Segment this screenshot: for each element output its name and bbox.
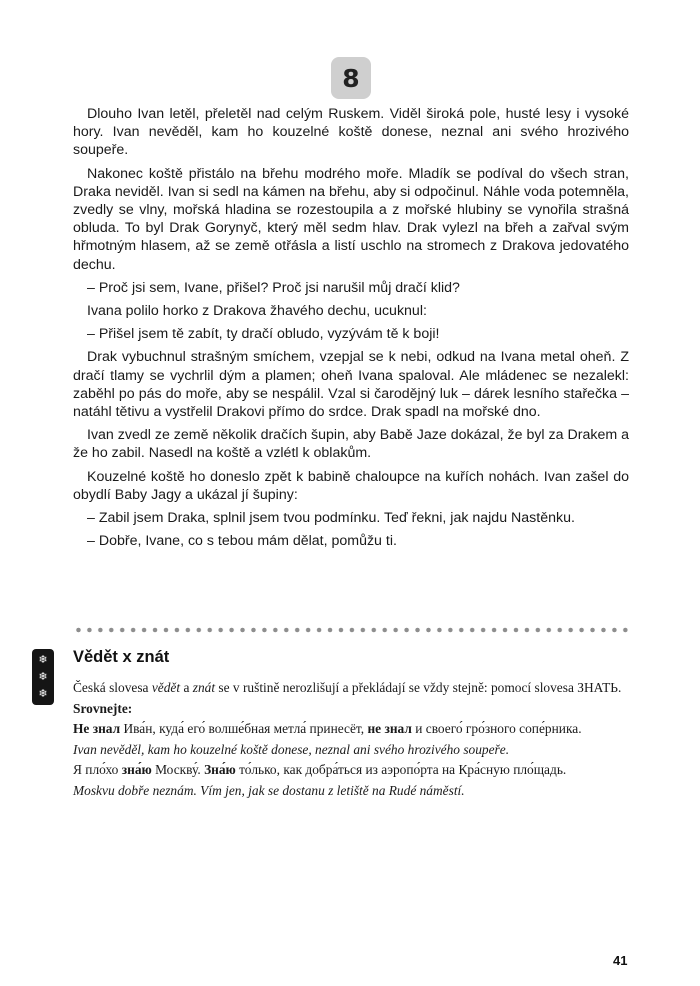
story-paragraph: – Proč jsi sem, Ivane, přišel? Proč jsi narušil můj dračí klid? [87,279,460,296]
story-paragraph: – Přišel jsem tě zabít, ty dračí obludo, vyzývám tě k boji! [87,326,440,343]
story-paragraph: Drak vybuchnul strašným smíchem, vzepjal se k nebi, odkud na Ivana metal oheň. Z dračí tlamy se vychrlil dým a plamen; oheň Ivana spaloval. Ale mládenec se nezalekl: zaběhl po pás do moře, aby se nespálil. Vzal si čarodějný luk – dárek lesního stařečka – natáhl tětivu a vystřelil Drakovi přímo do srdce. Drak spadl na mořské dno. [73,349,629,421]
compare-label: Srovnejte: [73,700,133,716]
story-paragraph: Ivana polilo horko z Drakova žhavého dechu, ucuknul: [87,303,427,320]
story-paragraph: – Zabil jsem Draka, splnil jsem tvou podmínku. Teď řekni, jak najdu Nastěnku. [87,510,575,527]
snowflake-icon: ❄ [38,670,48,683]
example-czech: Moskvu dobře neznám. Vím jen, jak se dostanu z letiště na Rudé náměstí. [73,782,465,798]
example-czech: Ivan nevěděl, kam ho kouzelné koště donese, neznal ani svého hrozivého soupeře. [73,741,510,757]
note-intro [73,678,629,699]
grammar-note [73,678,629,801]
story-paragraph: Ivan zvedl ze země několik dračích šupin, aby Babě Jaze dokázal, že byl za Drakem a že ho zabil. Nasedl na koště a vzlétl k oblakům. [73,427,629,462]
snowflake-icon: ❄ [38,688,48,701]
winter-side-tab [32,649,54,705]
story-text [73,105,629,555]
story-paragraph: Nakonec koště přistálo na břehu modrého moře. Mladík se podíval do všech stran, Draka neviděl. Ivan si sedl na kámen na břehu, aby si odpočinul. Náhle voda potemněla, zvedly se vlny, mořská hladina se rozestoupila a z mořské hlubiny se vynořila strašná obluda. To byl Drak Gorynyč, který měl sedm hlav. Drak vylezl na břeh a zařval svým hřmotným hlasem, až se země otřásla a listí uschlo na stromech z Drakova jedovatého dechu. [73,165,629,273]
dotted-divider [73,626,629,634]
intro-word: vědět [151,680,181,695]
intro-text: a [180,680,193,695]
chapter-number-badge: 8 [331,57,371,99]
story-paragraph: – Dobře, Ivane, co s tebou mám dělat, pomůžu ti. [87,533,397,550]
story-paragraph: Kouzelné koště ho doneslo zpět k babině chaloupce na kuřích nohách. Ivan zašel do obydlí Baby Jagy a ukázal jí šupiny: [73,468,629,503]
story-paragraph: Dlouho Ivan letěl, přeletěl nad celým Ruskem. Viděl široká pole, husté lesy i vysoké hory. Ivan nevěděl, kam ho kouzelné koště donese, neznal ani svého hrozivého soupeře. [73,106,629,159]
example-russian: Я пло́хо зна́ю Москву́. Зна́ю то́лько, как добра́ться из аэропо́рта на Кра́сную пло́щадь. [73,762,567,777]
snowflake-icon: ❄ [38,653,48,666]
page-number: 41 [613,953,628,968]
intro-text: Česká slovesa [73,680,152,695]
grammar-note-title: Vědět x znát [73,648,170,666]
intro-text: se v ruštině nerozlišují a překládají se vždy stejně: pomocí slovesa ЗНАТЬ. [215,680,622,695]
intro-word: znát [192,680,216,695]
example-russian: Не знал Ива́н, куда́ его́ волше́бная метла́ принесёт, не знал и своего́ гро́зного сопе́рника. [73,721,582,736]
